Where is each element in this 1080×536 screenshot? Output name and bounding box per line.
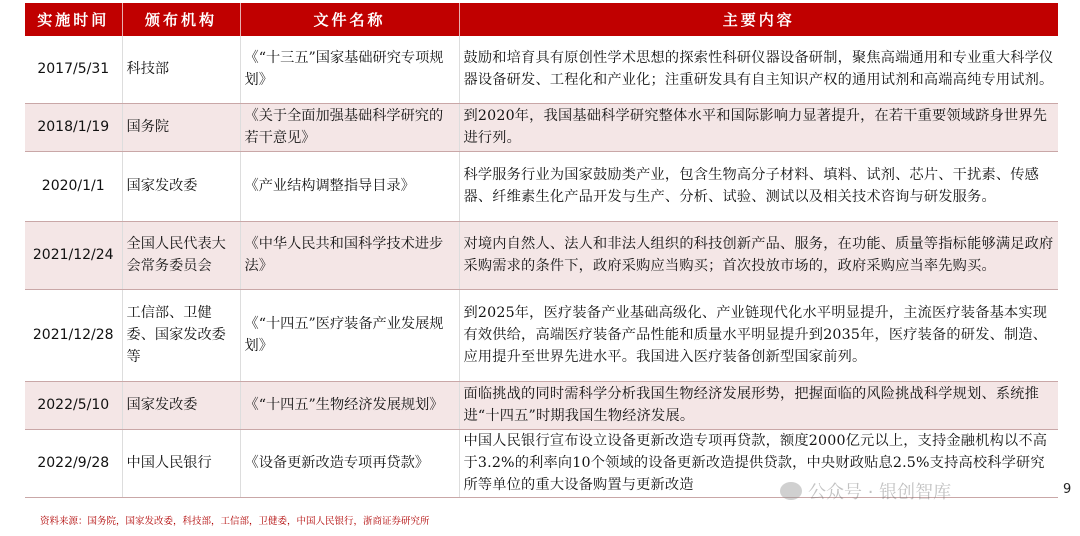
policy-table-container — [25, 3, 1058, 498]
header-content: 主要内容 — [459, 3, 1058, 36]
header-org: 颁布机构 — [122, 3, 240, 36]
watermark — [780, 478, 951, 504]
cell-date: 2021/12/28 — [25, 289, 122, 381]
cell-org: 全国人民代表大会常务委员会 — [122, 221, 240, 289]
table-row — [25, 289, 1058, 381]
table-row — [25, 221, 1058, 289]
header-doc: 文件名称 — [240, 3, 459, 36]
cell-content: 科学服务行业为国家鼓励类产业，包含生物高分子材料、填料、试剂、芯片、干扰素、传感器、纤维素生化产品开发与生产、分析、试验、测试以及相关技术咨询与研发服务。 — [459, 151, 1058, 221]
cell-date: 2022/9/28 — [25, 429, 122, 497]
cell-content: 鼓励和培育具有原创性学术思想的探索性科研仪器设备研制，聚焦高端通用和专业重大科学仪器设备研发、工程化和产业化；注重研发具有自主知识产权的通用试剂和高端高纯专用试剂。 — [459, 36, 1058, 103]
cell-doc: 《“十三五”国家基础研究专项规划》 — [240, 36, 459, 103]
table-header-row — [25, 3, 1058, 36]
header-date: 实施时间 — [25, 3, 122, 36]
cell-org: 国务院 — [122, 103, 240, 151]
cell-content: 到2020年，我国基础科学研究整体水平和国际影响力显著提升，在若干重要领域跻身世界先进行列。 — [459, 103, 1058, 151]
policy-table — [25, 3, 1058, 498]
table-row — [25, 103, 1058, 151]
cell-doc: 《设备更新改造专项再贷款》 — [240, 429, 459, 497]
cell-date: 2020/1/1 — [25, 151, 122, 221]
cell-content: 对境内自然人、法人和非法人组织的科技创新产品、服务，在功能、质量等指标能够满足政府采购需求的条件下，政府采购应当购买；首次投放市场的，政府采购应当率先购买。 — [459, 221, 1058, 289]
cell-doc: 《中华人民共和国科学技术进步法》 — [240, 221, 459, 289]
cell-date: 2018/1/19 — [25, 103, 122, 151]
cell-org: 中国人民银行 — [122, 429, 240, 497]
cell-doc: 《“十四五”生物经济发展规划》 — [240, 381, 459, 429]
cell-doc: 《关于全面加强基础科学研究的若干意见》 — [240, 103, 459, 151]
cell-doc: 《“十四五”医疗装备产业发展规划》 — [240, 289, 459, 381]
watermark-text: 公众号 · 银创智库 — [808, 482, 952, 503]
page-number: 9 — [1063, 482, 1072, 497]
cell-doc: 《产业结构调整指导目录》 — [240, 151, 459, 221]
cell-content: 中国人民银行宣布设立设备更新改造专项再贷款，额度2000亿元以上，支持金融机构以不高于3.2%的利率向10个领域的设备更新改造提供贷款，中央财政贴息2.5%支持高校科学研究所等单位的重大设备购置与更新改造 — [459, 429, 1058, 497]
source-note: 资料来源：国务院，国家发改委，科技部，工信部，卫健委，中国人民银行，浙商证券研究所 — [40, 516, 430, 527]
table-row — [25, 151, 1058, 221]
table-row — [25, 36, 1058, 103]
cell-content: 面临挑战的同时需科学分析我国生物经济发展形势，把握面临的风险挑战科学规划、系统推进“十四五”时期我国生物经济发展。 — [459, 381, 1058, 429]
cell-content: 到2025年，医疗装备产业基础高级化、产业链现代化水平明显提升，主流医疗装备基本实现有效供给，高端医疗装备产品性能和质量水平明显提升到2035年，医疗装备的研发、制造、应用提升至世界先进水平。我国进入医疗装备创新型国家前列。 — [459, 289, 1058, 381]
cell-date: 2021/12/24 — [25, 221, 122, 289]
cell-date: 2017/5/31 — [25, 36, 122, 103]
wechat-icon — [780, 482, 802, 500]
table-row — [25, 381, 1058, 429]
cell-org: 国家发改委 — [122, 381, 240, 429]
cell-org: 科技部 — [122, 36, 240, 103]
cell-org: 工信部、卫健委、国家发改委等 — [122, 289, 240, 381]
cell-date: 2022/5/10 — [25, 381, 122, 429]
cell-org: 国家发改委 — [122, 151, 240, 221]
